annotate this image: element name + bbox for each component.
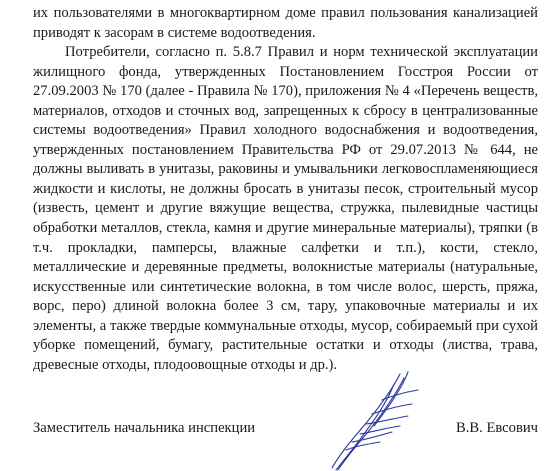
paragraph-consumer-rules: Потребители, согласно п. 5.8.7 Правил и норм технической эксплуатации жилищного фонда, утвержденных Постановлением Госстроя России от 27.09.2003 № 170 (далее - Правила № 170), приложения № 4 «Перечень веществ, материалов, отходов и сточных вод, запрещенных к сбросу в централизованные системы водоотведения» Правил холодного водоснабжения и водоотведения, утвержденных постановлением Правительства РФ от 29.07.2013 № 644, не должны выливать в унитазы, раковины и умывальники легковоспламеняющиеся жидкости и кислоты, не должны бросать в унитазы песок, строительный мусор (известь, цемент и другие вяжущие вещества, стружка, пылевидные частицы обработки металлов, стекла, камня и другие минеральные материалы), тряпки (в т.ч. прокладки, памперсы, влажные салфетки и т.п.), кости, стекло, металлические и деревянные предметы, волокнистые материалы (натуральные, искусственные или синтетические волокна, в том числе волос, шерсть, пряжа, ворс, перо) длиной волокна более 3 см, тару, упаковочные материалы и их элементы, а также твердые коммунальные отходы, мусор, собираемый при сухой уборке помещений, бумагу, растительные остатки и отходы (листва, трава, древесные отходы, плодоовощные отходы и др.). [33, 44, 538, 373]
signatory-name: В.В. Евсович [456, 420, 538, 436]
paragraph-continuation: их пользователями в многоквартирном доме правил пользования канализацией приводят к засорам в системе водоотведения. [33, 5, 538, 41]
document-body [33, 4, 538, 375]
signatory-title: Заместитель начальника инспекции [33, 420, 256, 436]
handwritten-signature [322, 370, 442, 471]
